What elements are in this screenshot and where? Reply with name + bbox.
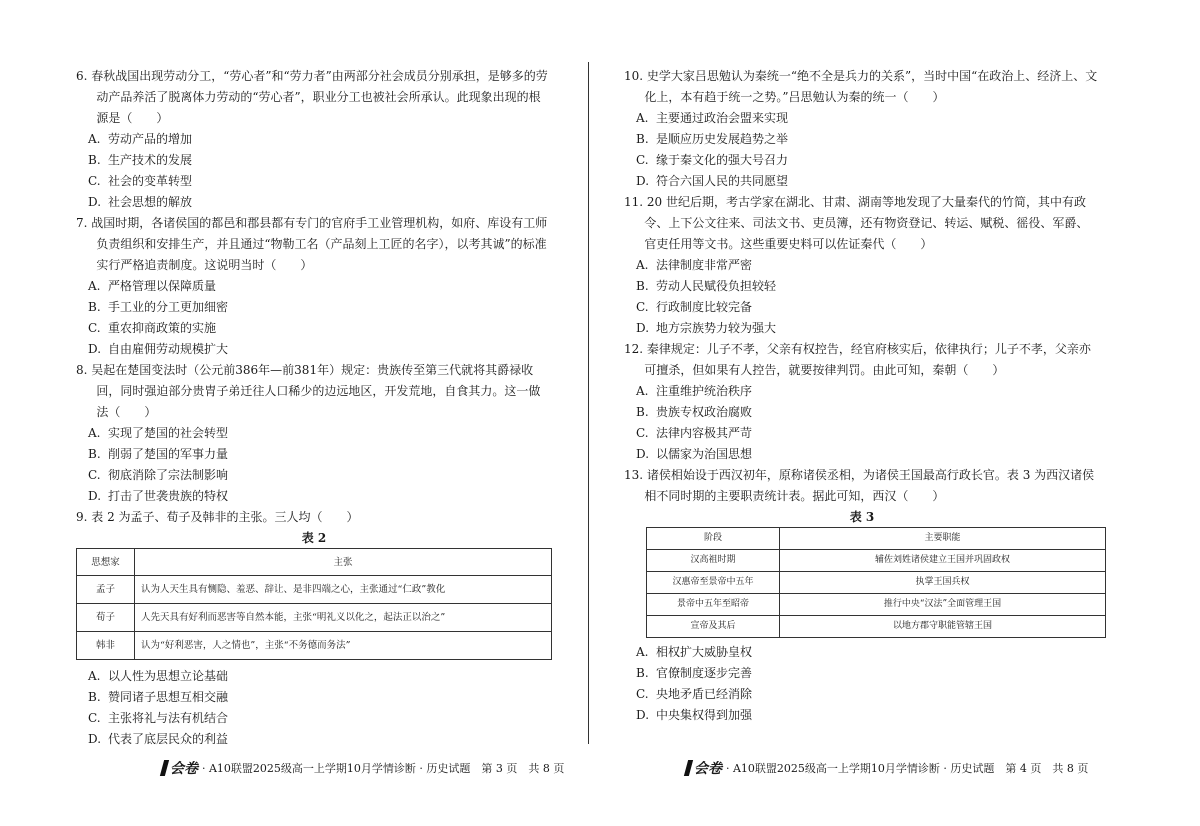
table-caption: 表 2 <box>301 531 327 545</box>
option-c: C. 行政制度比较完备 <box>636 300 753 314</box>
table-row <box>77 604 552 632</box>
option-c: C. 重农抑商政策的实施 <box>88 321 217 335</box>
option-b: B. 是顺应历史发展趋势之举 <box>636 132 789 146</box>
option-b: B. 削弱了楚国的军事力量 <box>88 447 229 461</box>
table-3 <box>646 527 1106 638</box>
option-a: A. 注重维护统治秩序 <box>636 384 753 398</box>
table-row <box>77 576 552 604</box>
footer-text: · A10联盟2025级高一上学期10月学情诊断 · 历史试题 第 3 页 共 8 页 <box>202 762 565 775</box>
question-7 <box>76 213 552 360</box>
question-8 <box>76 360 552 507</box>
table-cell: 景帝中五年至昭帝 <box>647 594 780 616</box>
option-d: D. 代表了底层民众的利益 <box>88 732 229 746</box>
left-page-column <box>76 66 552 750</box>
question-stem: 13. 诸侯相始设于西汉初年，原称诸侯丞相，为诸侯王国最高行政长官。表 3 为西汉诸侯相不同时期的主要职责统计表。据此可知，西汉（ ） <box>624 468 1095 503</box>
table-header-cell: 主要职能 <box>780 528 1106 550</box>
column-divider <box>588 62 589 744</box>
table-cell: 执掌王国兵权 <box>780 572 1106 594</box>
table-row <box>647 572 1106 594</box>
question-9 <box>76 507 552 750</box>
table-header-cell: 思想家 <box>77 549 135 576</box>
question-13 <box>624 465 1100 726</box>
table-cell: 荀子 <box>77 604 135 632</box>
option-a: A. 相权扩大威胁皇权 <box>636 645 753 659</box>
question-stem: 7. 战国时期，各诸侯国的都邑和郡县都有专门的官府手工业管理机构，如府、库设有工师负责组织和安排生产，并且通过“物勒工名（产品刻上工匠的名字），以考其诚”的标准实行严格追责制度。这说明当时（ ） <box>76 216 548 272</box>
option-b: B. 手工业的分工更加细密 <box>88 300 229 314</box>
question-11 <box>624 192 1100 339</box>
table-header-row <box>647 528 1106 550</box>
table-2 <box>76 548 552 660</box>
option-d: D. 地方宗族势力较为强大 <box>636 321 777 335</box>
option-d: D. 打击了世袭贵族的特权 <box>88 489 229 503</box>
option-c: C. 主张将礼与法有机结合 <box>88 711 229 725</box>
table-cell: 辅佐刘姓诸侯建立王国并巩固政权 <box>780 550 1106 572</box>
option-a: A. 实现了楚国的社会转型 <box>88 426 229 440</box>
option-a: A. 主要通过政治会盟来实现 <box>636 111 789 125</box>
option-d: D. 自由雇佣劳动规模扩大 <box>88 342 229 356</box>
option-c: C. 法律内容极其严苛 <box>636 426 753 440</box>
table-cell: 认为“好利恶害，人之情也”，主张“不务德而务法” <box>135 632 552 660</box>
table-row <box>647 594 1106 616</box>
question-6 <box>76 66 552 213</box>
option-c: C. 缘于秦文化的强大号召力 <box>636 153 789 167</box>
brand-logo: 会卷 <box>686 758 722 778</box>
table-row <box>77 632 552 660</box>
option-a: A. 法律制度非常严密 <box>636 258 753 272</box>
page-footer-right <box>686 758 1088 778</box>
question-stem: 8. 吴起在楚国变法时（公元前386年—前381年）规定：贵族传至第三代就将其爵禄收回，同时强迫部分贵胄子弟迁往人口稀少的边远地区，开发荒地，自食其力。这一做法（ ） <box>76 363 541 419</box>
table-cell: 孟子 <box>77 576 135 604</box>
option-c: C. 彻底消除了宗法制影响 <box>88 468 229 482</box>
option-c: C. 社会的变革转型 <box>88 174 193 188</box>
page-footer-left <box>162 758 564 778</box>
right-page-column <box>624 66 1100 726</box>
table-row <box>647 550 1106 572</box>
table-cell: 韩非 <box>77 632 135 660</box>
option-d: D. 以儒家为治国思想 <box>636 447 753 461</box>
table-cell: 人先天具有好利而恶害等自然本能，主张“明礼义以化之，起法正以治之” <box>135 604 552 632</box>
logo-mark-icon <box>160 760 169 776</box>
question-stem: 12. 秦律规定：儿子不孝，父亲有权控告，经官府核实后，依律执行；儿子不孝，父亲亦可擅杀，但如果有人控告，就要按律判罚。由此可知，秦朝（ ） <box>624 342 1091 377</box>
table-caption: 表 3 <box>849 510 875 524</box>
question-12 <box>624 339 1100 465</box>
option-d: D. 社会思想的解放 <box>88 195 193 209</box>
option-a: A. 以人性为思想立论基础 <box>88 669 229 683</box>
table-cell: 汉高祖时期 <box>647 550 780 572</box>
footer-text: · A10联盟2025级高一上学期10月学情诊断 · 历史试题 第 4 页 共 8 页 <box>726 762 1089 775</box>
table-cell: 以地方郡守职能管辖王国 <box>780 616 1106 638</box>
option-a: A. 严格管理以保障质量 <box>88 279 217 293</box>
option-d: D. 符合六国人民的共同愿望 <box>636 174 789 188</box>
question-stem: 6. 春秋战国出现劳动分工，“劳心者”和“劳力者”由两部分社会成员分别承担，是够多的劳动产品养活了脱离体力劳动的“劳心者”，职业分工也被社会所承认。此现象出现的根源是（ ） <box>76 69 548 125</box>
option-b: B. 劳动人民赋役负担较轻 <box>636 279 777 293</box>
table-header-cell: 主张 <box>135 549 552 576</box>
option-b: B. 官僚制度逐步完善 <box>636 666 753 680</box>
table-cell: 宣帝及其后 <box>647 616 780 638</box>
table-cell: 推行中央“汉法”全面管理王国 <box>780 594 1106 616</box>
table-row <box>647 616 1106 638</box>
option-b: B. 赞同诸子思想互相交融 <box>88 690 229 704</box>
option-c: C. 央地矛盾已经消除 <box>636 687 753 701</box>
logo-mark-icon <box>684 760 693 776</box>
brand-logo: 会卷 <box>162 758 198 778</box>
table-header-row <box>77 549 552 576</box>
question-10 <box>624 66 1100 192</box>
question-stem: 11. 20 世纪后期，考古学家在湖北、甘肃、湖南等地发现了大量秦代的竹简，其中有政令、上下公文往来、司法文书、吏员簿，还有物资登记、转运、赋税、徭役、军爵、官吏任用等文书。这些重要史料可以佐证秦代（ ） <box>624 195 1089 251</box>
option-b: B. 贵族专权政治腐败 <box>636 405 753 419</box>
question-stem: 10. 史学大家吕思勉认为秦统一“绝不全是兵力的关系”，当时中国“在政治上、经济上、文化上，本有趋于统一之势。”吕思勉认为秦的统一（ ） <box>624 69 1098 104</box>
table-cell: 认为人天生具有恻隐、羞恶、辞让、是非四端之心，主张通过“仁政”教化 <box>135 576 552 604</box>
question-stem: 9. 表 2 为孟子、荀子及韩非的主张。三人均（ ） <box>76 510 359 524</box>
option-b: B. 生产技术的发展 <box>88 153 193 167</box>
option-a: A. 劳动产品的增加 <box>88 132 193 146</box>
table-header-cell: 阶段 <box>647 528 780 550</box>
table-cell: 汉惠帝至景帝中五年 <box>647 572 780 594</box>
option-d: D. 中央集权得到加强 <box>636 708 753 722</box>
